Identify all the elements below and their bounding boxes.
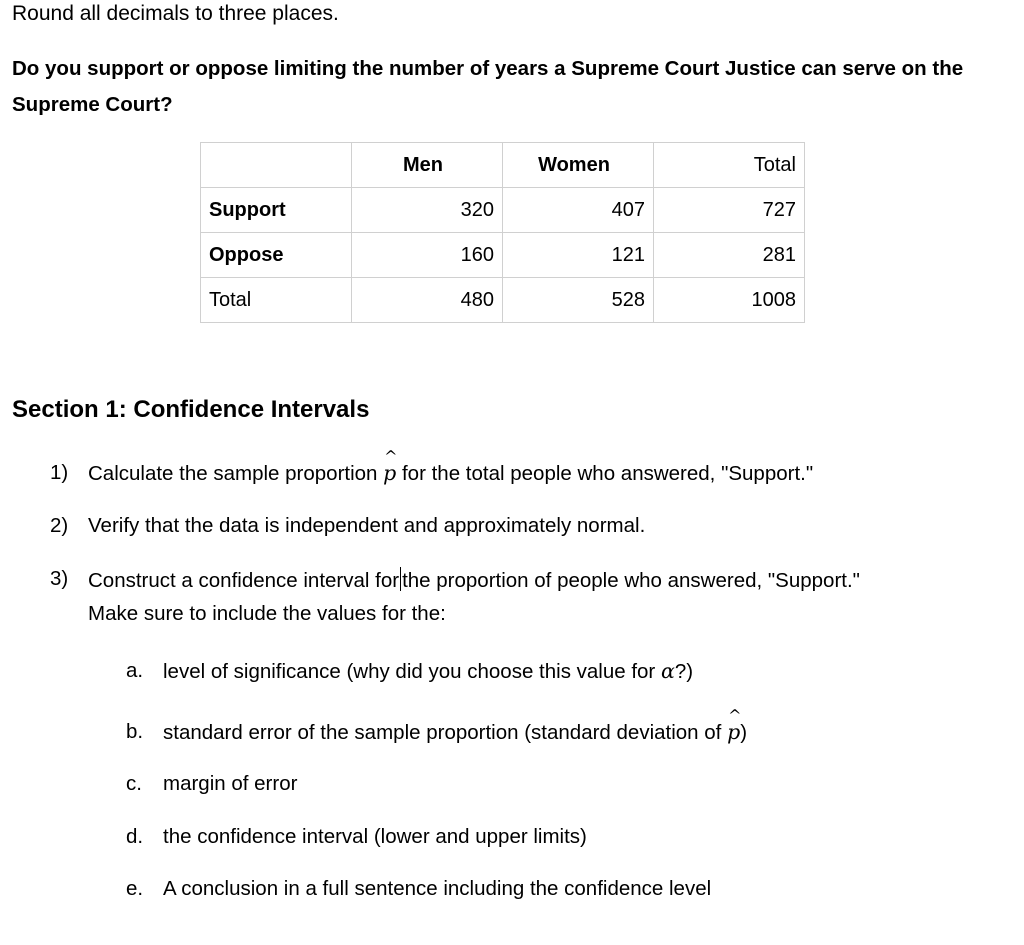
subitem-letter: c. <box>126 772 142 795</box>
header-empty-cell <box>201 143 352 188</box>
contingency-table <box>200 142 805 323</box>
subitem-text: A conclusion in a full sentence including the confidence level <box>163 877 712 900</box>
item-text: Make sure to include the values for the: <box>88 602 446 625</box>
text-cursor <box>400 567 401 591</box>
item-text: the proportion of people who answered, "Support." <box>402 569 860 592</box>
subitem-text: margin of error <box>163 772 298 795</box>
subitem-letter: a. <box>126 659 144 682</box>
instructions: Round all decimals to three places. <box>12 2 339 25</box>
cell-women: 121 <box>503 233 654 278</box>
row-label: Support <box>201 188 352 233</box>
header-women: Women <box>503 143 654 188</box>
alpha-symbol: α <box>660 659 675 683</box>
item-number: 2) <box>50 514 69 537</box>
table-row <box>201 188 805 233</box>
subitem-letter: b. <box>126 720 144 743</box>
item-text: Verify that the data is independent and approximately normal. <box>88 514 646 537</box>
p-hat-symbol: ^ p <box>727 706 742 744</box>
table-row <box>201 233 805 278</box>
header-men: Men <box>352 143 503 188</box>
cell-women: 407 <box>503 188 654 233</box>
cell-total: 727 <box>654 188 805 233</box>
cell-total: 1008 <box>654 278 805 323</box>
subitem-letter: e. <box>126 877 144 900</box>
subitem-letter: d. <box>126 825 144 848</box>
survey-question: Do you support or oppose limiting the number of years a Supreme Court Justice can serve on the Supreme Court? <box>12 57 964 116</box>
row-label: Oppose <box>201 233 352 278</box>
section-title: Section 1: Confidence Intervals <box>12 396 370 423</box>
item-number: 3) <box>50 567 69 590</box>
table-header-row <box>201 143 805 188</box>
header-total: Total <box>654 143 805 188</box>
subitem-text: ) <box>740 721 748 744</box>
cell-men: 160 <box>352 233 503 278</box>
item-text: Calculate the sample proportion <box>88 462 378 485</box>
item-number: 1) <box>50 461 69 484</box>
item-text: Construct a confidence interval for <box>88 569 400 592</box>
table-row <box>201 278 805 323</box>
cell-men: 320 <box>352 188 503 233</box>
p-hat-symbol: ^ p <box>383 447 398 485</box>
subitem-text: level of significance (why did you choose this value for <box>163 660 656 683</box>
subitem-text: standard error of the sample proportion (standard deviation of <box>163 721 722 744</box>
cell-men: 480 <box>352 278 503 323</box>
row-label: Total <box>201 278 352 323</box>
subitem-text: ?) <box>674 660 694 683</box>
cell-women: 528 <box>503 278 654 323</box>
item-text: for the total people who answered, "Support." <box>401 462 814 485</box>
cell-total: 281 <box>654 233 805 278</box>
subitem-text: the confidence interval (lower and upper limits) <box>163 825 587 848</box>
